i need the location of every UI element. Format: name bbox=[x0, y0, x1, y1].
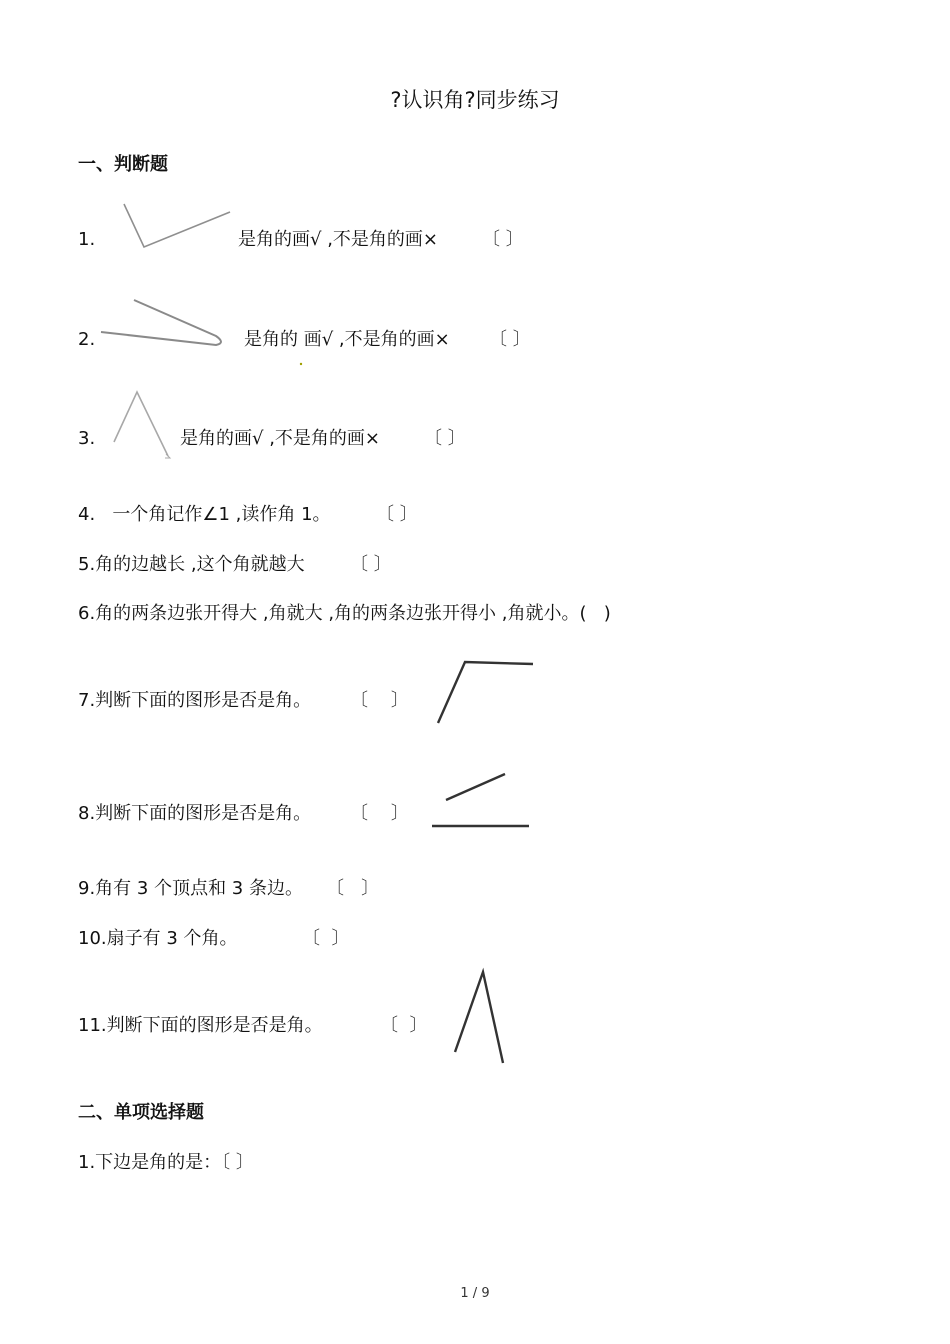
question-5-answer-bracket[interactable]: 〔 〕 bbox=[350, 554, 392, 575]
question-8-figure bbox=[428, 768, 534, 832]
question-1-answer-bracket[interactable]: 〔 〕 bbox=[482, 229, 524, 250]
question-9-answer-bracket[interactable]: 〔 〕 bbox=[326, 878, 380, 899]
question-10-answer-bracket[interactable]: 〔 〕 bbox=[302, 928, 350, 949]
question-9-text: 9.角有 3 个顶点和 3 条边。 bbox=[78, 878, 303, 899]
question-6-text: 6.角的两条边张开得大 ,角就大 ,角的两条边张开得小 ,角就小。( ) bbox=[78, 603, 611, 624]
question-8-text: 8.判断下面的图形是否是角。 bbox=[78, 803, 312, 824]
question-4-text: 4. 一个角记作∠1 ,读作角 1。 bbox=[78, 504, 331, 525]
question-2-text: 是角的 画√ ,不是角的画× bbox=[244, 329, 450, 350]
question-2-answer-bracket[interactable]: 〔 〕 bbox=[489, 329, 531, 350]
section-heading-true-false: 一、判断题 bbox=[78, 154, 168, 175]
question-1-figure bbox=[118, 200, 236, 252]
page-number: 1 / 9 bbox=[460, 1286, 490, 1301]
question-3-figure bbox=[108, 386, 178, 462]
question-10-text: 10.扇子有 3 个角。 bbox=[78, 928, 238, 949]
question-11-figure bbox=[448, 966, 510, 1068]
choice-question-1-text: 1.下边是角的是：〔 〕 bbox=[78, 1152, 254, 1173]
section-heading-single-choice: 二、单项选择题 bbox=[78, 1102, 204, 1123]
question-8-answer-bracket[interactable]: 〔 〕 bbox=[350, 803, 409, 824]
question-2-number: 2. bbox=[78, 329, 96, 350]
question-7-figure bbox=[432, 656, 538, 728]
page-title: ?认识角?同步练习 bbox=[390, 88, 560, 112]
question-4-answer-bracket[interactable]: 〔 〕 bbox=[376, 504, 418, 525]
question-3-number: 3. bbox=[78, 428, 96, 449]
question-11-answer-bracket[interactable]: 〔 〕 bbox=[380, 1015, 428, 1036]
question-3-answer-bracket[interactable]: 〔 〕 bbox=[424, 428, 466, 449]
question-1-text: 是角的画√ ,不是角的画× bbox=[238, 229, 438, 250]
question-5-text: 5.角的边越长 ,这个角就越大 bbox=[78, 554, 305, 575]
question-7-text: 7.判断下面的图形是否是角。 bbox=[78, 690, 312, 711]
question-11-text: 11.判断下面的图形是否是角。 bbox=[78, 1015, 323, 1036]
question-3-text: 是角的画√ ,不是角的画× bbox=[180, 428, 380, 449]
question-7-answer-bracket[interactable]: 〔 〕 bbox=[350, 690, 409, 711]
question-1-number: 1. bbox=[78, 229, 96, 250]
question-2-figure bbox=[98, 296, 228, 352]
